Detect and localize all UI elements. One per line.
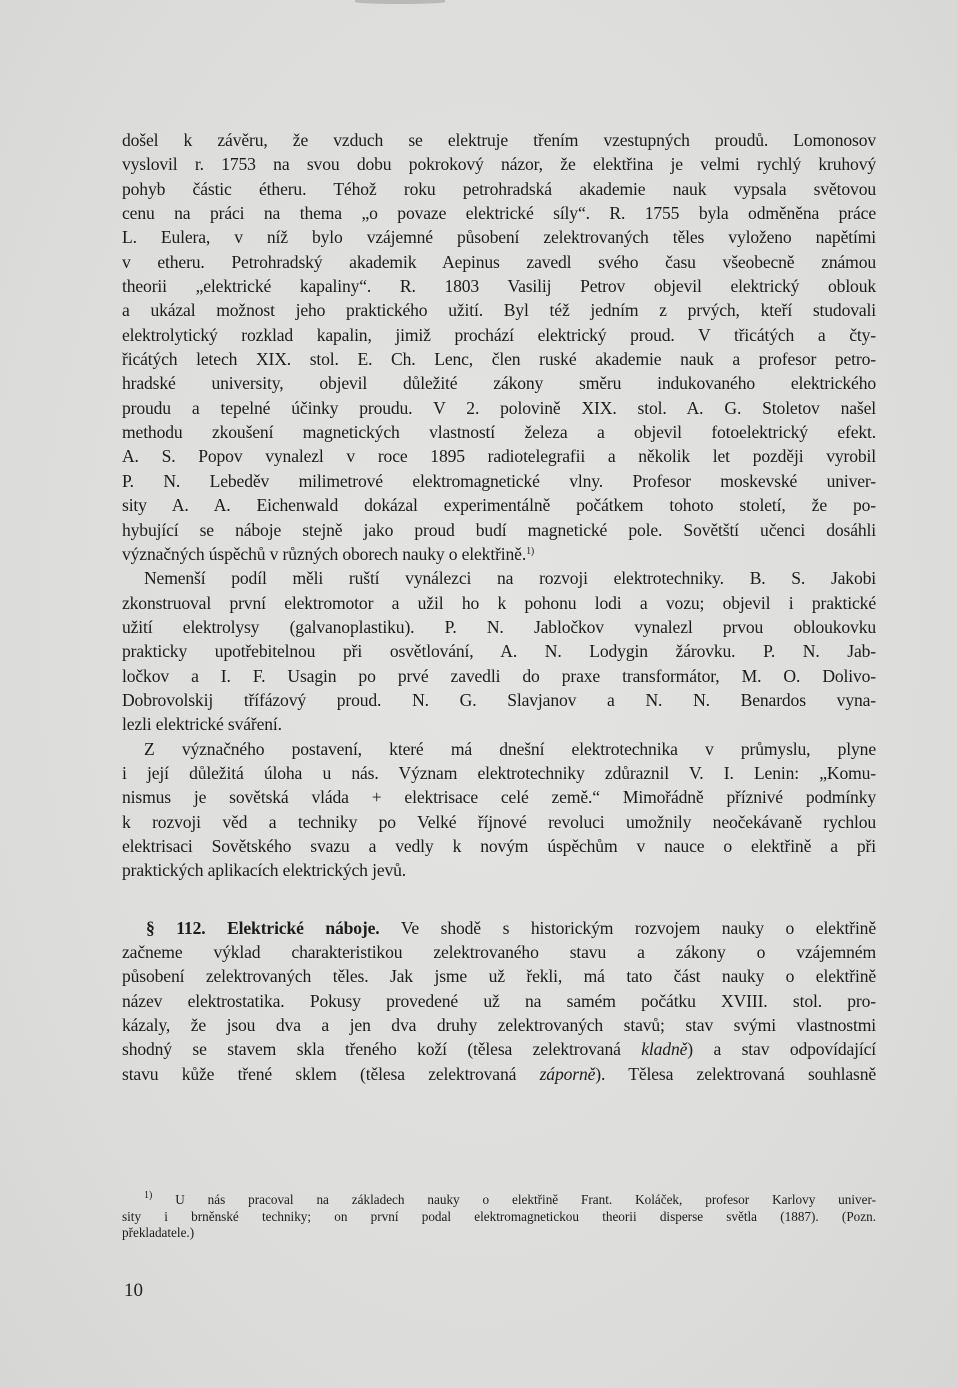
footnote-reference: 1) bbox=[526, 545, 535, 557]
section-title: Elektrické náboje. bbox=[227, 917, 380, 938]
scan-shadow bbox=[355, 0, 445, 4]
text-line: působení zelektrovaných těles. Jak jsme už řekli, má tato část nauky o elektřině bbox=[122, 966, 876, 987]
text-line: začneme výklad charakteristikou zelektrovaného stavu a zákony o vzájemném bbox=[122, 942, 876, 962]
text-line: došel k závěru, že vzduch se elektruje třením vzestupných proudů. Lomonosov bbox=[122, 130, 876, 150]
text-line: užití elektrolysy (galvanoplastiku). P. N. Jabločkov vynalezl prvou obloukovku bbox=[122, 616, 876, 637]
text-line: v etheru. Petrohradský akademik Aepinus zavedl svého času všeobecně známou bbox=[122, 251, 876, 272]
text-line: název elektrostatika. Pokusy provedené už na samém počátku XVIII. stol. pro- bbox=[122, 990, 876, 1011]
text-fragment: ). Tělesa zelektrovaná souhlasně bbox=[595, 1063, 876, 1084]
text-line: theorii „elektrické kapaliny“. R. 1803 Vasilij Petrov objevil elektrický oblouk bbox=[122, 276, 876, 297]
text-line: k rozvoji věd a techniky po Velké říjnové revoluci umožnily neočekávaně rychlou bbox=[122, 811, 876, 832]
text-line: ločkov a I. F. Usagin po prvé zavedli do praxe transformátor, M. O. Dolivo- bbox=[122, 665, 876, 686]
body-text bbox=[122, 128, 876, 1086]
text-line: methodu zkoušení magnetických vlastností železa a objevil fotoelektrický efekt. bbox=[122, 422, 876, 443]
paragraph-electrification bbox=[122, 737, 876, 883]
text-line: hradské university, objevil důležité zákony směru indukovaného elektrického bbox=[122, 373, 876, 394]
section-number: § 112. bbox=[146, 917, 206, 938]
paragraph-history bbox=[122, 128, 876, 566]
text-line: proudu a tepelné účinky proudu. V 2. polovině XIX. stol. A. G. Stoletov našel bbox=[122, 397, 876, 418]
text-line: prakticky upotřebitelnou při osvětlování, A. N. Lodygin žárovku. P. N. Jab- bbox=[122, 641, 876, 662]
text-line: zkonstruoval první elektromotor a užil ho k pohonu lodi a vozu; objevil i praktické bbox=[122, 592, 876, 613]
text-line bbox=[122, 1037, 876, 1061]
section-112 bbox=[122, 916, 876, 1086]
text-line: elektrisaci Sovětského svazu a vedly k novým úspěchům v nauce o elektřině a při bbox=[122, 835, 876, 856]
text-line: cenu na práci na thema „o povaze elektrické síly“. R. 1755 byla odměněna práce bbox=[122, 203, 876, 224]
text-line: lezli elektrické sváření. bbox=[122, 714, 282, 735]
text-line: Nemenší podíl měli ruští vynálezci na rozvoji elektrotechniky. B. S. Jakobi bbox=[144, 568, 876, 589]
text-line: praktických aplikacích elektrických jevů. bbox=[122, 860, 407, 881]
text-line bbox=[122, 1062, 876, 1086]
text-line: L. Eulera, v níž bylo vzájemné působení zelektrovaných těles vyloženo napětími bbox=[122, 227, 876, 248]
text-line: A. S. Popov vynalezl v roce 1895 radiotelegrafii a několik let později vyrobil bbox=[122, 446, 876, 467]
text-fragment: význačných úspěchů v různých oborech nauky o elektřině. bbox=[122, 543, 527, 564]
footnote-marker: 1) bbox=[144, 1190, 153, 1201]
text-line: vyslovil r. 1753 na svou dobu pokrokový názor, že elektřina je velmi rychlý kruhový bbox=[122, 154, 876, 175]
text-line: i její důležitá úloha u nás. Význam elektrotechniky zdůraznil V. I. Lenin: „Komu- bbox=[122, 762, 876, 783]
text-fragment: shodný se stavem skla třeného koží (tělesa zelektrovaná bbox=[122, 1039, 642, 1060]
text-line: P. N. Lebeděv milimetrové elektromagnetické vlny. Profesor moskevské univer- bbox=[122, 470, 876, 491]
text-fragment: Ve shodě s historickým rozvojem nauky o elektřině bbox=[400, 917, 876, 938]
text-line: Dobrovolskij třífázový proud. N. G. Slavjanov a N. N. Benardos vyna- bbox=[122, 689, 876, 710]
text-line: řicátých letech XIX. stol. E. Ch. Lenc, člen ruské akademie nauk a profesor petro- bbox=[122, 349, 876, 370]
text-line bbox=[122, 542, 876, 566]
footnote-line: sity i brněnské techniky; on první podal elektromagnetickou theorii disperse světla (1887). (Pozn. bbox=[122, 1208, 876, 1224]
text-line: hybující se náboje stejně jako proud budí magnetické pole. Sovětští učenci dosáhli bbox=[122, 519, 876, 540]
text-line: elektrolytický rozklad kapalin, jimiž prochází elektrický proud. V třicátých a čty- bbox=[122, 324, 876, 345]
text-line: kázaly, že jsou dva a jen dva druhy zelektrovaných stavů; stav svými vlastnostmi bbox=[122, 1015, 876, 1036]
section-spacer bbox=[122, 883, 876, 916]
text-line: nismus je sovětská vláda + elektrisace celé země.“ Mimořádně příznivé podmínky bbox=[122, 787, 876, 808]
text-fragment: stavu kůže třené sklem (tělesa zelektrovaná bbox=[122, 1063, 540, 1084]
text-line: sity A. A. Eichenwald dokázal experimentálně počátkem tohoto století, že po- bbox=[122, 495, 876, 516]
emphasis-negative: záporně bbox=[539, 1063, 596, 1084]
text-line: pohyb částic étheru. Téhož roku petrohradská akademie nauk vypsala světovou bbox=[122, 178, 876, 199]
text-fragment: ) a stav odpovídající bbox=[687, 1039, 876, 1060]
footnote-line bbox=[122, 1192, 876, 1209]
section-heading-line bbox=[122, 916, 876, 940]
text-fragment: U nás pracoval na základech nauky o elektřině Frant. Koláček, profesor Karlovy univer- bbox=[175, 1192, 876, 1207]
text-line: a ukázal možnost jeho praktického užití. Byl též jedním z prvých, kteří studovali bbox=[122, 300, 876, 321]
page-number: 10 bbox=[124, 1280, 143, 1301]
paragraph-inventors bbox=[122, 566, 876, 736]
footnote bbox=[122, 1192, 876, 1242]
footnote-line: překladatele.) bbox=[122, 1225, 195, 1240]
emphasis-positive: kladně bbox=[641, 1039, 688, 1060]
text-line: Z význačného postavení, které má dnešní elektrotechnika v průmyslu, plyne bbox=[144, 738, 876, 759]
